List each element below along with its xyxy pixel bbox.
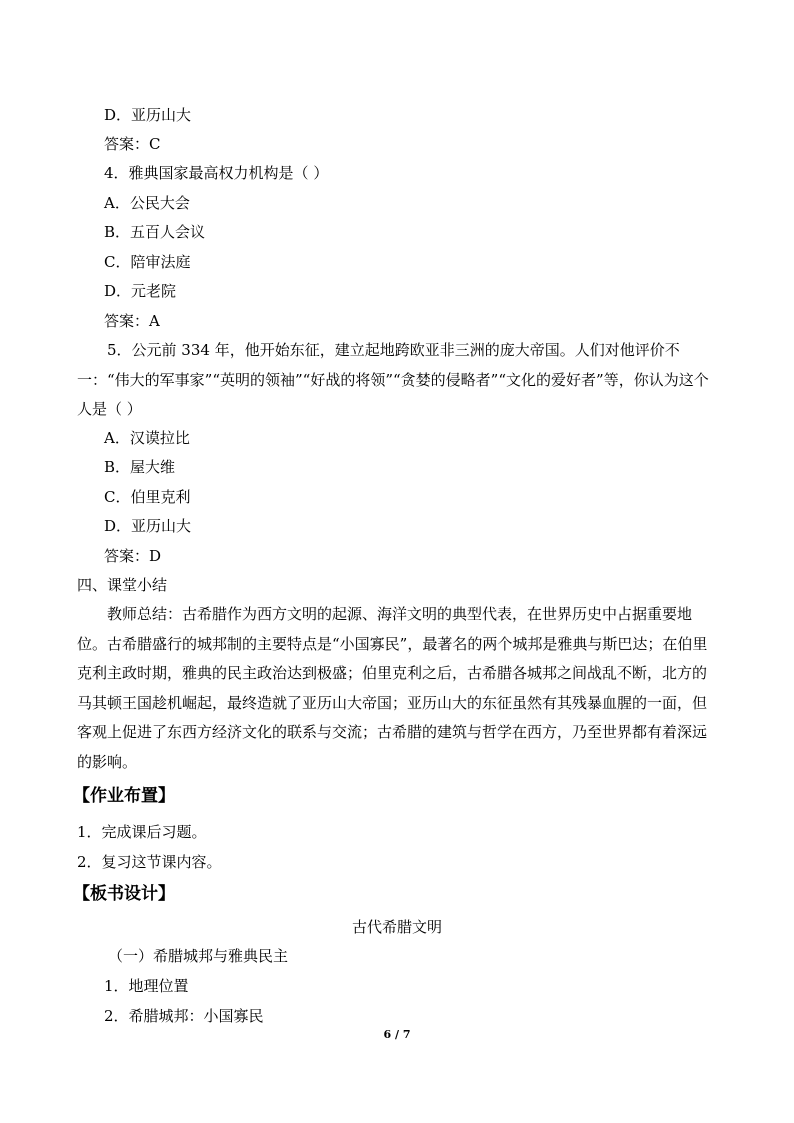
homework-item-1: 1．完成课后习题。 xyxy=(77,823,207,841)
homework-item-2: 2．复习这节课内容。 xyxy=(77,853,222,871)
page-number: 6 / 7 xyxy=(383,1028,411,1041)
q4-answer: 答案：A xyxy=(104,312,160,330)
board-center-title: 古代希腊文明 xyxy=(351,918,442,936)
q5-option-d: D．亚历山大 xyxy=(104,517,192,535)
board-item-1: 1．地理位置 xyxy=(104,977,189,995)
homework-heading: 【作业布置】 xyxy=(73,786,175,806)
q5-stem: 5．公元前 334 年，他开始东征，建立起地跨欧亚非三洲的庞大帝国。人们对他评价不一：“伟大的军事家”“英明的领袖”“好战的将领”“贪婪的侵略者”“文化的爱好者”等，你认为这个人是（ ） xyxy=(77,341,709,419)
board-item-2: 2．希腊城邦：小国寡民 xyxy=(104,1007,264,1025)
q4-option-c: C．陪审法庭 xyxy=(104,253,191,271)
board-subtitle: （一）希腊城邦与雅典民主 xyxy=(108,947,289,965)
q5-option-b: B．屋大维 xyxy=(104,458,176,476)
q4-option-b: B．五百人会议 xyxy=(104,223,206,241)
q5-option-c: C．伯里克利 xyxy=(104,488,191,506)
q3-option-d: D．亚历山大 xyxy=(104,106,192,124)
q5-answer: 答案：D xyxy=(104,547,162,565)
q4-option-a: A．公民大会 xyxy=(104,194,190,212)
section4-title: 四、课堂小结 xyxy=(77,576,168,594)
board-heading: 【板书设计】 xyxy=(73,884,175,904)
q3-answer: 答案：C xyxy=(104,135,161,153)
q4-option-d: D．元老院 xyxy=(104,282,177,300)
q5-option-a: A．汉谟拉比 xyxy=(104,429,190,447)
section4-summary: 教师总结：古希腊作为西方文明的起源、海洋文明的典型代表，在世界历史中占据重要地位。古希腊盛行的城邦制的主要特点是“小国寡民”，最著名的两个城邦是雅典与斯巴达；在伯里克利主政时期，雅典的民主政治达到极盛；伯里克利之后，古希腊各城邦之间战乱不断，北方的马其顿王国趁机崛起，最终造就了亚历山大帝国；亚历山大的东征虽然有其残暴血腥的一面，但客观上促进了东西方经济文化的联系与交流；古希腊的建筑与哲学在西方，乃至世界都有着深远的影响。 xyxy=(77,605,708,771)
q4-stem: 4．雅典国家最高权力机构是（ ） xyxy=(104,164,329,182)
